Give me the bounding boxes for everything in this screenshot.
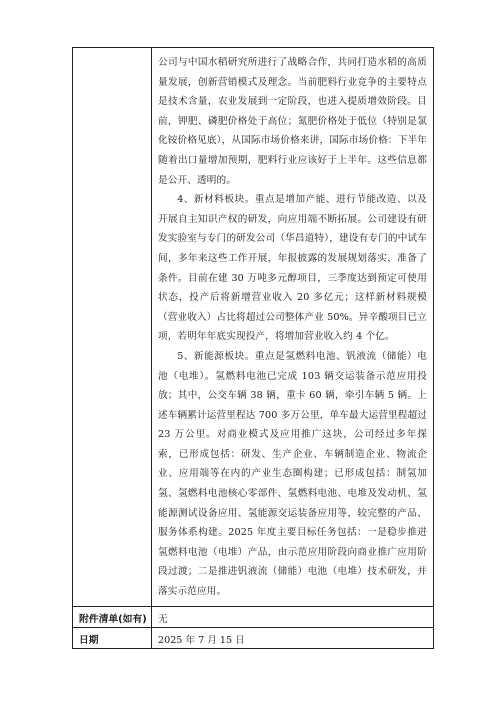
info-table [72, 47, 434, 649]
paragraph-cooperation: 公司与中国水稻研究所进行了战略合作，共同打造水稻的高质量发展，创新营销模式及理念。当前肥料行业竞争的主要特点是技术含量，农业发展到一定阶段，也进入提质增效阶段。目前，钾肥、磷肥价格处于高位；氮肥价格处于低位（特别是氯化铵价格见底），从国际市场价格来讲，国际市场价格：下半年随着出口量增加预期，肥料行业应该好于上半年。这些信息都是公开、透明的。 [158, 57, 427, 186]
attachments-row [73, 606, 434, 627]
content-row [73, 48, 434, 607]
attachments-label: 附件清单(如有) [79, 613, 147, 625]
date-value-cell [152, 627, 434, 648]
content-cell [152, 48, 434, 607]
paragraph-new-energy: 5、新能源板块。重点是氢燃料电池、钒液流（储能）电池（电堆）。氢燃料电池已完成 103 辆交运装备示范应用投放；其中，公交车辆 38 辆，重卡 60 辆，牵引车辆 5 辆。上述车辆累计运营里程达 700 多万公里，单车最大运营里程超过 23 万公里。对商业模式及应用推广这块，公司经过多年探索，已形成包括：研发、生产企业、车辆制造企业、物流企业、应用端等在内的产业生态圈构建；已形成包括：制氢加氢、氢燃料电池核心零部件、氢燃料电池、电堆及发动机、氢能源测试设备应用、氢能源交运装备应用等，较完整的产品、服务体系构建。2025 年度主要目标任务包括：一是稳步推进氢燃料电池（电堆）产品，由示范应用阶段向商业推广应用阶段过渡；二是推进钒液流（储能）电池（电堆）技术研发，并落实示范应用。 [158, 350, 427, 598]
date-label: 日期 [79, 634, 99, 646]
paragraph-new-materials: 4、新材料板块。重点是增加产能、进行节能改造、以及开展自主知识产权的研发，向应用端不断拓展。公司建设有研发实验室与专门的研发公司（华昌道特），建设有专门的中试车间，多年来这些工作开展，年报披露的发展规划落实，准备了条件。目前在建 30 万吨多元醇项目，三季度达到预定可使用状态，投产后将新增营业收入 20 多亿元；这样新材料规模（营业收入）占比将超过公司整体产业 50%。异辛酸项目已立项，若明年年底实现投产，将增加营业收入约 4 个亿。 [158, 194, 427, 343]
date-value: 2025 年 7 月 15 日 [158, 634, 245, 646]
attachments-value: 无 [158, 613, 168, 625]
date-row [73, 627, 434, 648]
content-label-cell [73, 48, 152, 607]
attachments-label-cell [73, 606, 152, 627]
date-label-cell [73, 627, 152, 648]
attachments-value-cell [152, 606, 434, 627]
activity-content [152, 48, 433, 606]
